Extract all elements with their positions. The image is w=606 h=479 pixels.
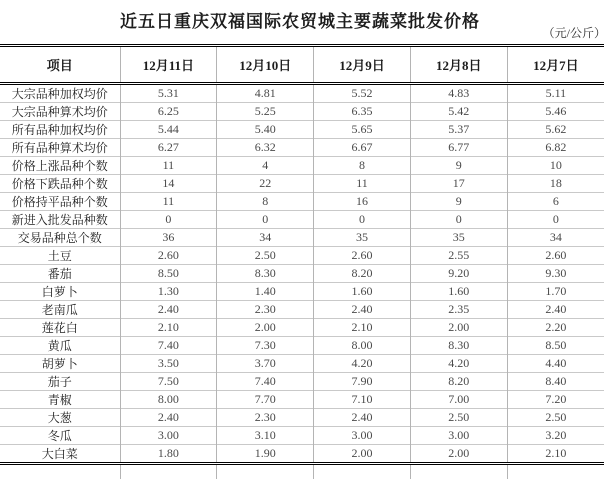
price-cell: 7.20: [507, 391, 604, 409]
table-header: [0, 46, 604, 84]
price-cell: 6.82: [507, 139, 604, 157]
price-cell: 8.40: [507, 373, 604, 391]
price-cell: 1.60: [410, 283, 507, 301]
price-cell: 8.30: [217, 265, 314, 283]
col-header-date-2: 12月10日: [217, 46, 314, 84]
price-cell: 35: [410, 229, 507, 247]
row-label: 所有品种加权均价: [0, 121, 120, 139]
price-table: [0, 44, 604, 479]
price-cell: 6: [507, 193, 604, 211]
price-cell: 7.10: [314, 391, 411, 409]
price-cell: 8.50: [120, 265, 217, 283]
price-cell: 18: [507, 175, 604, 193]
price-cell: 5.11: [507, 84, 604, 103]
price-cell: 2.60: [507, 247, 604, 265]
empty-cell: [507, 464, 604, 479]
price-cell: 4.83: [410, 84, 507, 103]
price-cell: 5.31: [120, 84, 217, 103]
price-cell: 2.40: [314, 409, 411, 427]
price-cell: 2.00: [314, 445, 411, 464]
price-cell: 7.70: [217, 391, 314, 409]
table-row: [0, 301, 604, 319]
price-cell: 6.32: [217, 139, 314, 157]
row-label: 价格下跌品种个数: [0, 175, 120, 193]
price-cell: 34: [507, 229, 604, 247]
price-cell: 3.70: [217, 355, 314, 373]
price-cell: 8.00: [314, 337, 411, 355]
row-label: 大宗品种算术均价: [0, 103, 120, 121]
price-cell: 5.42: [410, 103, 507, 121]
table-row: [0, 391, 604, 409]
price-cell: 3.00: [120, 427, 217, 445]
empty-cell: [120, 464, 217, 479]
price-cell: 8: [314, 157, 411, 175]
table-row: [0, 373, 604, 391]
table-row: [0, 247, 604, 265]
row-label: 莲花白: [0, 319, 120, 337]
price-cell: 5.46: [507, 103, 604, 121]
price-cell: 2.50: [217, 247, 314, 265]
row-label: 大宗品种加权均价: [0, 84, 120, 103]
price-cell: 2.10: [507, 445, 604, 464]
price-cell: 2.60: [314, 247, 411, 265]
price-cell: 2.40: [120, 409, 217, 427]
row-label: 所有品种算术均价: [0, 139, 120, 157]
table-row: [0, 427, 604, 445]
price-cell: 7.40: [217, 373, 314, 391]
col-header-item: 项目: [0, 46, 120, 84]
row-label: 新进入批发品种数: [0, 211, 120, 229]
price-cell: 3.00: [410, 427, 507, 445]
table-row: [0, 157, 604, 175]
row-label: 土豆: [0, 247, 120, 265]
price-cell: 6.67: [314, 139, 411, 157]
price-cell: 3.10: [217, 427, 314, 445]
price-cell: 8.20: [410, 373, 507, 391]
table-row: [0, 355, 604, 373]
price-cell: 17: [410, 175, 507, 193]
price-cell: 9.20: [410, 265, 507, 283]
price-cell: 7.90: [314, 373, 411, 391]
row-label: 青椒: [0, 391, 120, 409]
table-row: [0, 211, 604, 229]
unit-label: （元/公斤）: [543, 24, 606, 41]
price-cell: 7.40: [120, 337, 217, 355]
price-cell: 3.00: [314, 427, 411, 445]
price-cell: 7.50: [120, 373, 217, 391]
col-header-date-1: 12月11日: [120, 46, 217, 84]
price-cell: 8: [217, 193, 314, 211]
price-cell: 4.81: [217, 84, 314, 103]
partial-row: [0, 464, 604, 479]
price-cell: 8.50: [507, 337, 604, 355]
price-cell: 2.10: [314, 319, 411, 337]
price-cell: 2.00: [217, 319, 314, 337]
price-cell: 2.50: [410, 409, 507, 427]
row-label: 茄子: [0, 373, 120, 391]
empty-cell: [0, 464, 120, 479]
table-row: [0, 103, 604, 121]
price-cell: 0: [120, 211, 217, 229]
price-cell: 6.25: [120, 103, 217, 121]
price-cell: 0: [314, 211, 411, 229]
price-cell: 5.40: [217, 121, 314, 139]
price-cell: 2.00: [410, 319, 507, 337]
price-cell: 11: [120, 193, 217, 211]
price-cell: 1.40: [217, 283, 314, 301]
price-cell: 5.44: [120, 121, 217, 139]
table-row: [0, 409, 604, 427]
price-cell: 2.40: [507, 301, 604, 319]
price-cell: 2.40: [120, 301, 217, 319]
row-label: 价格持平品种个数: [0, 193, 120, 211]
price-cell: 7.30: [217, 337, 314, 355]
price-cell: 9: [410, 193, 507, 211]
price-cell: 2.40: [314, 301, 411, 319]
table-row: [0, 445, 604, 464]
price-cell: 4.40: [507, 355, 604, 373]
empty-cell: [410, 464, 507, 479]
price-cell: 14: [120, 175, 217, 193]
row-label: 大白菜: [0, 445, 120, 464]
price-cell: 36: [120, 229, 217, 247]
price-cell: 8.30: [410, 337, 507, 355]
price-cell: 9: [410, 157, 507, 175]
col-header-date-4: 12月8日: [410, 46, 507, 84]
price-cell: 2.30: [217, 409, 314, 427]
price-cell: 1.70: [507, 283, 604, 301]
row-label: 胡萝卜: [0, 355, 120, 373]
price-cell: 7.00: [410, 391, 507, 409]
table-row: [0, 229, 604, 247]
price-cell: 16: [314, 193, 411, 211]
price-cell: 0: [507, 211, 604, 229]
table-row: [0, 121, 604, 139]
price-cell: 8.20: [314, 265, 411, 283]
table-row: [0, 319, 604, 337]
row-label: 黄瓜: [0, 337, 120, 355]
empty-cell: [217, 464, 314, 479]
price-cell: 2.30: [217, 301, 314, 319]
price-cell: 2.20: [507, 319, 604, 337]
empty-cell: [314, 464, 411, 479]
row-label: 交易品种总个数: [0, 229, 120, 247]
price-cell: 5.65: [314, 121, 411, 139]
price-cell: 4.20: [314, 355, 411, 373]
price-cell: 2.35: [410, 301, 507, 319]
price-cell: 1.60: [314, 283, 411, 301]
price-cell: 5.37: [410, 121, 507, 139]
col-header-date-5: 12月7日: [507, 46, 604, 84]
price-cell: 1.80: [120, 445, 217, 464]
row-label: 大葱: [0, 409, 120, 427]
table-row: [0, 265, 604, 283]
price-cell: 0: [410, 211, 507, 229]
price-cell: 11: [120, 157, 217, 175]
price-cell: 3.50: [120, 355, 217, 373]
price-cell: 6.77: [410, 139, 507, 157]
table-row: [0, 84, 604, 103]
price-cell: 4: [217, 157, 314, 175]
price-cell: 0: [217, 211, 314, 229]
price-cell: 2.60: [120, 247, 217, 265]
header-row: [0, 46, 604, 84]
price-cell: 6.27: [120, 139, 217, 157]
price-cell: 2.50: [507, 409, 604, 427]
price-cell: 11: [314, 175, 411, 193]
table-row: [0, 139, 604, 157]
price-cell: 6.35: [314, 103, 411, 121]
price-cell: 2.10: [120, 319, 217, 337]
row-label: 老南瓜: [0, 301, 120, 319]
price-cell: 1.90: [217, 445, 314, 464]
price-cell: 4.20: [410, 355, 507, 373]
price-cell: 34: [217, 229, 314, 247]
row-label: 番茄: [0, 265, 120, 283]
page-title: 近五日重庆双福国际农贸城主要蔬菜批发价格: [0, 0, 600, 32]
price-cell: 2.55: [410, 247, 507, 265]
row-label: 价格上涨品种个数: [0, 157, 120, 175]
price-cell: 2.00: [410, 445, 507, 464]
table-row: [0, 337, 604, 355]
row-label: 冬瓜: [0, 427, 120, 445]
table-row: [0, 283, 604, 301]
price-cell: 3.20: [507, 427, 604, 445]
table-body: [0, 84, 604, 479]
price-cell: 9.30: [507, 265, 604, 283]
price-cell: 5.62: [507, 121, 604, 139]
price-cell: 1.30: [120, 283, 217, 301]
table-row: [0, 175, 604, 193]
col-header-date-3: 12月9日: [314, 46, 411, 84]
price-cell: 8.00: [120, 391, 217, 409]
price-cell: 10: [507, 157, 604, 175]
row-label: 白萝卜: [0, 283, 120, 301]
price-cell: 22: [217, 175, 314, 193]
price-cell: 5.25: [217, 103, 314, 121]
price-cell: 5.52: [314, 84, 411, 103]
table-row: [0, 193, 604, 211]
price-cell: 35: [314, 229, 411, 247]
